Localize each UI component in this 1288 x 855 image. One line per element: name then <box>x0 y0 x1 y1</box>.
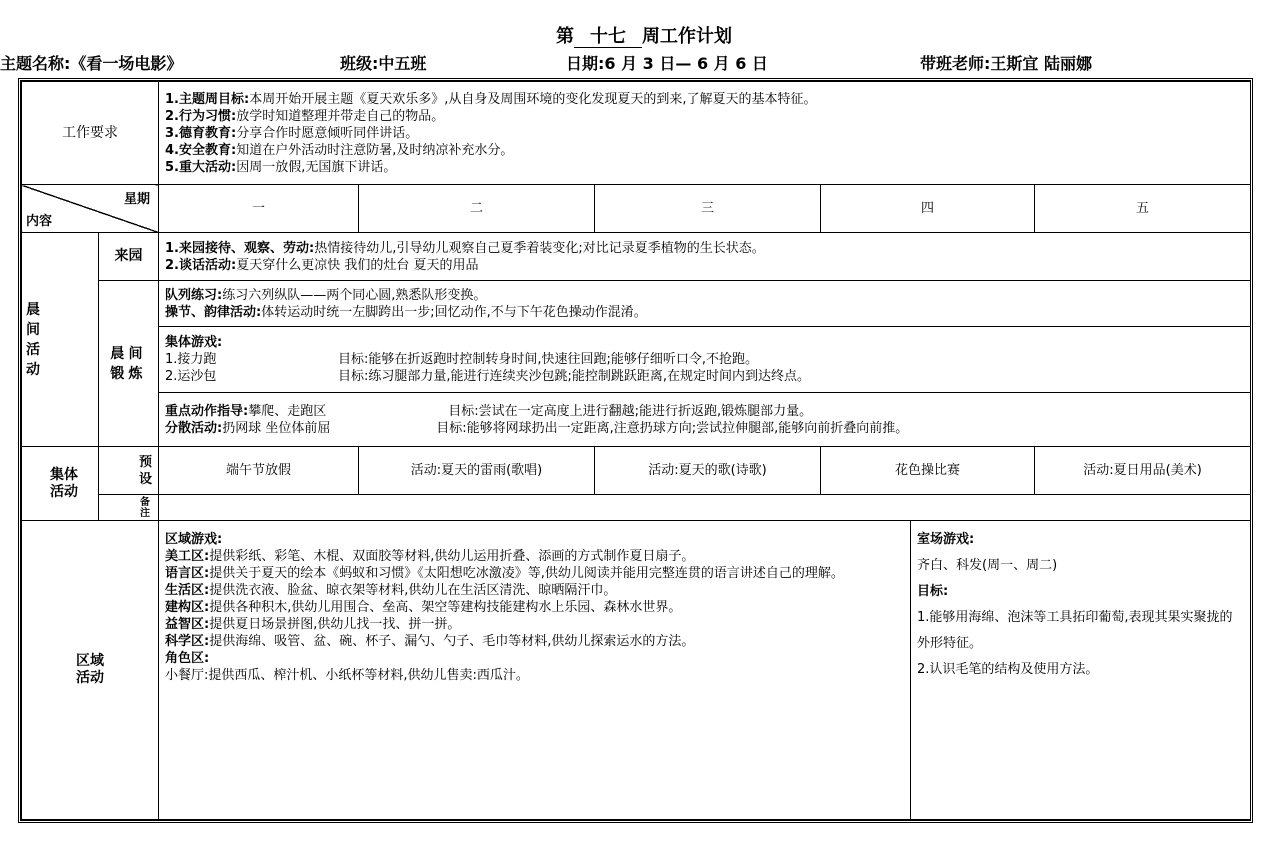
arrival-label: 来园 <box>99 233 159 281</box>
focus-line: 重点动作指导:攀爬、走跑区 目标:尝试在一定高度上进行翻越;能进行折返跑,锻炼腿部力量。 <box>165 403 813 419</box>
group-activity-label: 集体活动 <box>22 447 99 521</box>
date-range: 日期:6 月 3 日— 6 月 6 日 <box>566 54 768 73</box>
role-head: 角色区: <box>165 651 210 666</box>
zone-life: 生活区:提供洗衣液、脸盆、晾衣架等材料,供幼儿在生活区清洗、晾晒隔汗巾。 <box>165 583 617 598</box>
arrival-content <box>159 233 1251 281</box>
area-head: 区域游戏: <box>165 532 223 547</box>
group-games <box>159 327 1251 393</box>
preset-thu: 花色操比赛 <box>821 447 1035 495</box>
plan-sheet <box>18 78 1253 823</box>
indoor-games <box>911 521 1251 820</box>
morning-exercise-label: 晨间锻炼 <box>99 281 159 447</box>
day-mon: 一 <box>159 185 359 233</box>
arrival-line: 2.谈话活动:夏天穿什么更凉快 我们的灶台 夏天的用品 <box>165 257 479 273</box>
indoor-head: 室场游戏: <box>917 532 975 547</box>
indoor-goal-head: 目标: <box>917 584 949 599</box>
week-number: 十七 <box>574 27 642 48</box>
preset-fri: 活动:夏日用品(美术) <box>1035 447 1251 495</box>
zone-role: 小餐厅:提供西瓜、榨汁机、小纸杯等材料,供幼儿售卖:西瓜汁。 <box>165 668 529 683</box>
work-item: 3.德育教育:分享合作时愿意倾听同伴讲话。 <box>165 125 419 141</box>
day-thu: 四 <box>821 185 1035 233</box>
indoor-text: 齐白、科发(周一、周二) <box>917 558 1058 573</box>
title-prefix: 第 <box>556 26 574 47</box>
class-name: 班级:中五班 <box>340 54 427 73</box>
area-activity-label: 区域活动 <box>22 521 159 820</box>
preset-mon: 端午节放假 <box>159 447 359 495</box>
morning-activity-label: 晨间活动 <box>22 233 99 447</box>
plan-table <box>21 81 1251 820</box>
page-title <box>0 24 1288 50</box>
zone-language: 语言区:提供关于夏天的绘本《蚂蚁和习惯》《太阳想吃冰激凌》等,供幼儿阅读并能用完整连贯的语言讲述自己的理解。 <box>165 566 844 581</box>
work-item: 4.安全教育:知道在户外活动时注意防暑,及时纳凉补充水分。 <box>165 142 514 158</box>
day-wed: 三 <box>595 185 821 233</box>
corner-weekday: 星期 <box>123 192 150 207</box>
zone-art: 美工区:提供彩纸、彩笔、木棍、双面胶等材料,供幼儿运用折叠、添画的方式制作夏日扇子。 <box>165 549 695 564</box>
notes-label: 备注 <box>99 495 159 521</box>
drill-line: 操节、韵律活动:体转运动时统一左脚跨出一步;回忆动作,不与下午花色操动作混淆。 <box>165 304 647 320</box>
focus-guidance <box>159 393 1251 447</box>
work-requirements <box>159 82 1251 185</box>
area-games <box>159 521 911 820</box>
arrival-line: 1.来园接待、观察、劳动:热情接待幼儿,引导幼儿观察自己夏季着装变化;对比记录夏季植物的生长状态。 <box>165 240 765 256</box>
teachers: 带班老师:王斯宜 陆丽娜 <box>920 54 1092 73</box>
work-item: 1.主题周目标:本周开始开展主题《夏天欢乐多》,从自身及周围环境的变化发现夏天的到来,了解夏天的基本特征。 <box>165 91 817 107</box>
preset-label: 预设 <box>99 447 159 495</box>
title-suffix: 周工作计划 <box>642 26 732 47</box>
zone-science: 科学区:提供海绵、吸管、盆、碗、杯子、漏勺、勺子、毛巾等材料,供幼儿探索运水的方法。 <box>165 634 695 649</box>
game-sandbag: 2.运沙包 目标:练习腿部力量,能进行连续夹沙包跳;能控制跳跃距离,在规定时间内到达终点。 <box>165 369 811 384</box>
work-item: 2.行为习惯:放学时知道整理并带走自己的物品。 <box>165 108 445 124</box>
indoor-goal: 1.能够用海绵、泡沫等工具拓印葡萄,表现其果实聚拢的外形特征。 <box>917 610 1233 651</box>
work-requirements-label: 工作要求 <box>22 82 159 185</box>
zone-puzzle: 益智区:提供夏日场景拼图,供幼儿找一找、拼一拼。 <box>165 617 461 632</box>
drill-line: 队列练习:练习六列纵队——两个同心圆,熟悉队形变换。 <box>165 287 487 303</box>
notes-content <box>159 495 1251 521</box>
zone-construction: 建构区:提供各种积木,供幼儿用围合、垒高、架空等建构技能建构水上乐园、森林水世界。 <box>165 600 682 615</box>
day-fri: 五 <box>1035 185 1251 233</box>
group-games-head: 集体游戏: <box>165 335 223 350</box>
weekday-corner <box>22 185 159 233</box>
game-relay: 1.接力跑 目标:能够在折返跑时控制转身时间,快速往回跑;能够仔细听口令,不抢跑。 <box>165 352 759 367</box>
indoor-goal: 2.认识毛笔的结构及使用方法。 <box>917 662 1099 677</box>
theme-name: 主题名称:《看一场电影》 <box>0 54 183 73</box>
corner-content: 内容 <box>26 214 53 229</box>
day-tue: 二 <box>359 185 595 233</box>
preset-tue: 活动:夏天的雷雨(歌唱) <box>359 447 595 495</box>
work-item: 5.重大活动:因周一放假,无国旗下讲话。 <box>165 159 397 175</box>
header-line <box>0 52 1288 76</box>
drill-content <box>159 281 1251 327</box>
preset-wed: 活动:夏天的歌(诗歌) <box>595 447 821 495</box>
scattered-line: 分散活动:扔网球 坐位体前屈 目标:能够将网球扔出一定距离,注意扔球方向;尝试拉伸腿部,能够向前折叠向前推。 <box>165 420 909 436</box>
